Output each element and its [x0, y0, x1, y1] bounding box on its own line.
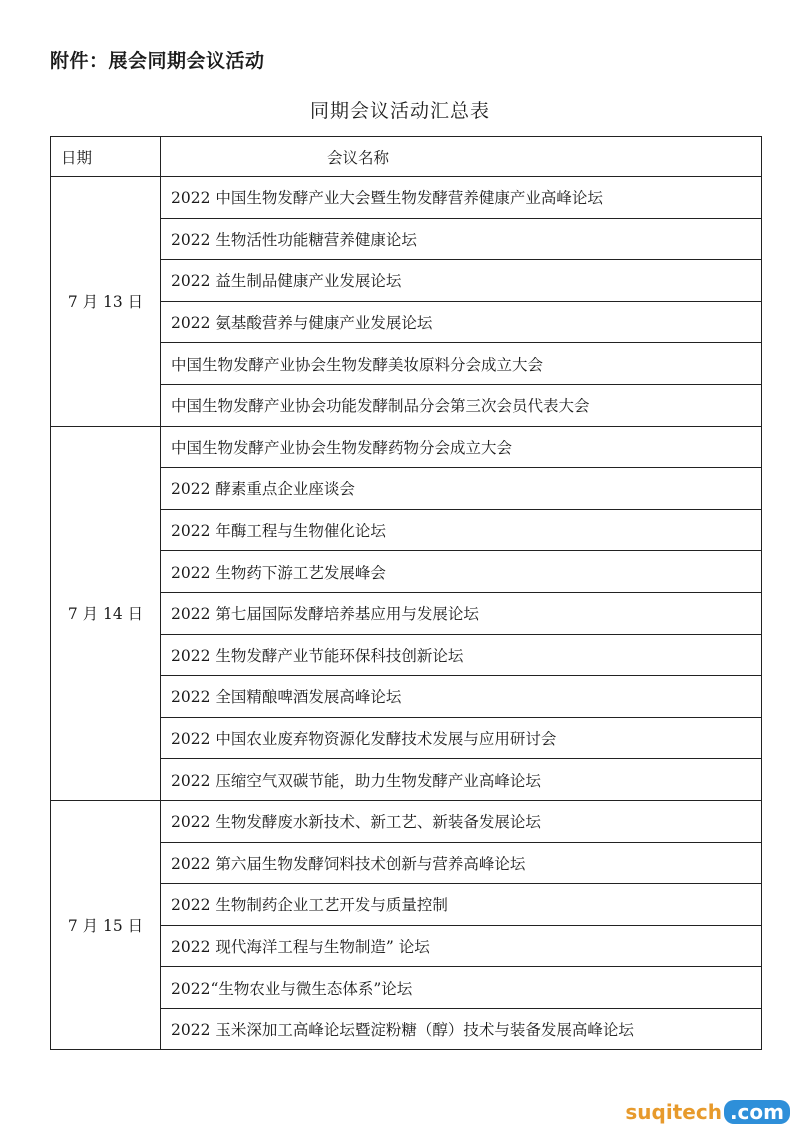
table-title: 同期会议活动汇总表	[309, 100, 490, 122]
agenda-table	[50, 136, 762, 1050]
meeting-name-cell: 2022 生物活性功能糖营养健康论坛	[161, 218, 762, 260]
meeting-name-cell: 2022 年酶工程与生物催化论坛	[161, 509, 762, 551]
meeting-name-cell: 2022 现代海洋工程与生物制造” 论坛	[161, 925, 762, 967]
date-cell: 7 月 13 日	[51, 177, 161, 427]
meeting-name-cell: 2022 中国农业废弃物资源化发酵技术发展与应用研讨会	[161, 717, 762, 759]
meeting-name-cell: 2022 中国生物发酵产业大会暨生物发酵营养健康产业高峰论坛	[161, 177, 762, 219]
meeting-name-cell: 中国生物发酵产业协会功能发酵制品分会第三次会员代表大会	[161, 384, 762, 426]
meeting-name-cell: 2022 压缩空气双碳节能，助力生物发酵产业高峰论坛	[161, 759, 762, 801]
meeting-name-cell: 2022 生物发酵产业节能环保科技创新论坛	[161, 634, 762, 676]
table-row	[51, 800, 762, 842]
meeting-name-cell: 2022 生物药下游工艺发展峰会	[161, 551, 762, 593]
meeting-name-cell: 2022 全国精酿啤酒发展高峰论坛	[161, 676, 762, 718]
watermark-text: suqitech	[625, 1100, 722, 1124]
meeting-name-cell: 2022 玉米深加工高峰论坛暨淀粉糖（醇）技术与装备发展高峰论坛	[161, 1008, 762, 1050]
meeting-name-cell: 2022“生物农业与微生态体系”论坛	[161, 967, 762, 1009]
agenda-body	[51, 177, 762, 1050]
meeting-name-cell: 中国生物发酵产业协会生物发酵美妆原料分会成立大会	[161, 343, 762, 385]
date-column-header: 日期	[51, 137, 161, 177]
meeting-name-cell: 2022 酵素重点企业座谈会	[161, 468, 762, 510]
date-cell: 7 月 15 日	[51, 800, 161, 1050]
meeting-name-cell: 中国生物发酵产业协会生物发酵药物分会成立大会	[161, 426, 762, 468]
date-cell: 7 月 14 日	[51, 426, 161, 800]
meeting-name-cell: 2022 生物制药企业工艺开发与质量控制	[161, 884, 762, 926]
table-row	[51, 426, 762, 468]
header-row	[51, 137, 762, 177]
name-column-header: 会议名称	[161, 137, 762, 177]
meeting-name-cell: 2022 益生制品健康产业发展论坛	[161, 260, 762, 302]
meeting-name-cell: 2022 氨基酸营养与健康产业发展论坛	[161, 301, 762, 343]
watermark-logo	[625, 1100, 790, 1124]
table-row	[51, 177, 762, 219]
watermark-domain: .com	[724, 1100, 790, 1124]
meeting-name-cell: 2022 第七届国际发酵培养基应用与发展论坛	[161, 592, 762, 634]
attachment-heading: 附件：展会同期会议活动	[50, 50, 265, 72]
meeting-name-cell: 2022 第六届生物发酵饲料技术创新与营养高峰论坛	[161, 842, 762, 884]
meeting-name-cell: 2022 生物发酵废水新技术、新工艺、新装备发展论坛	[161, 800, 762, 842]
